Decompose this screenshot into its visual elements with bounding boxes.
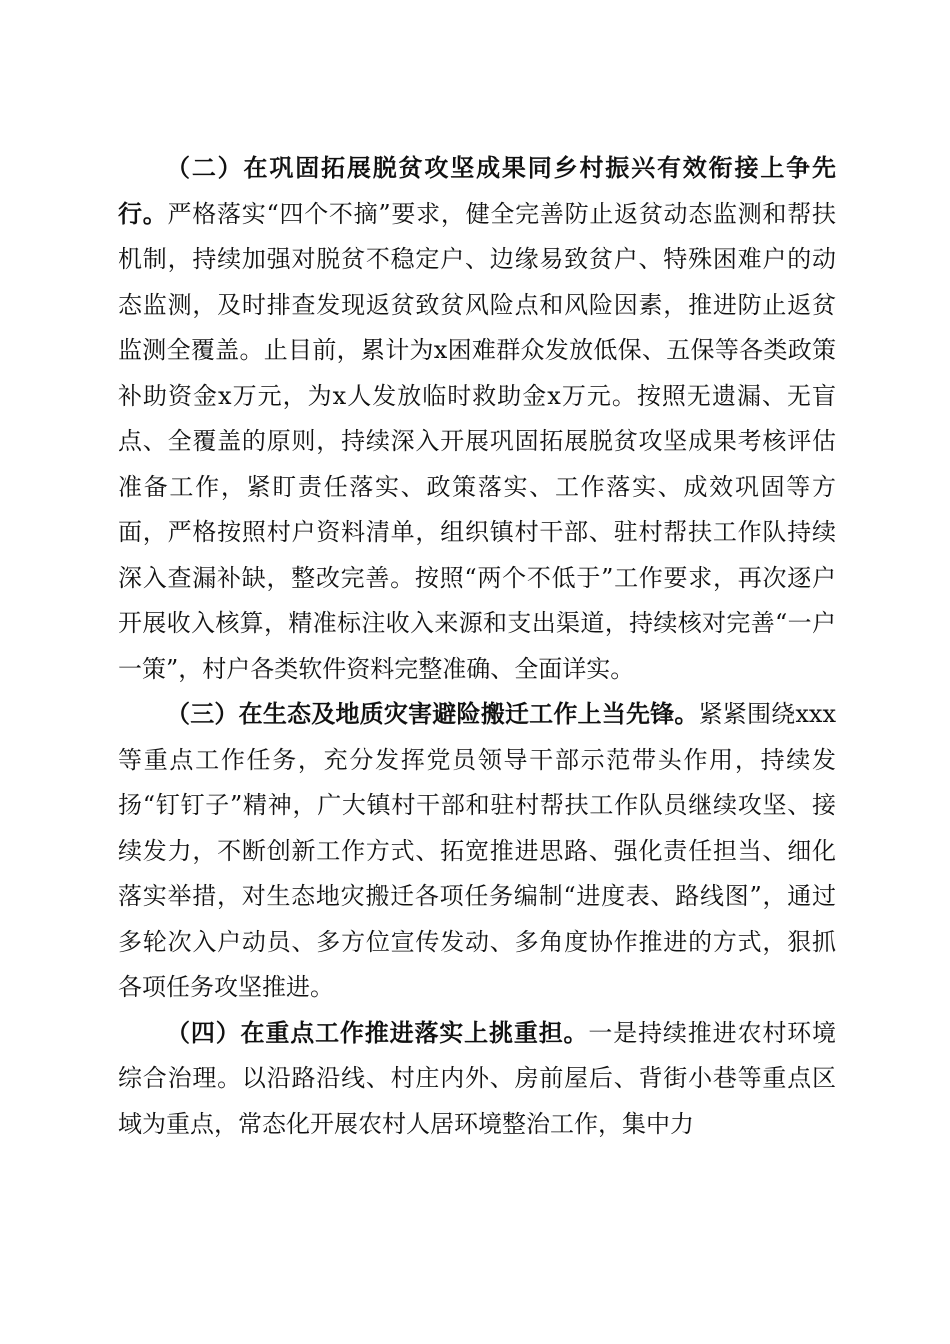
paragraph-heading: （三）在生态及地质灾害避险搬迁工作上当先锋。 <box>166 700 699 728</box>
paragraph-heading: （二）在巩固拓展脱贫攻坚成果同乡村振兴有效衔接上争先行。 <box>118 154 836 228</box>
paragraph-body: 紧紧围绕xxx等重点工作任务，充分发挥党员领导干部示范带头作用，持续发扬“钉钉子”精神，广大镇村干部和驻村帮扶工作队员继续攻坚、接续发力，不断创新工作方式、拓宽推进思路、强化责任担当、细化落实举措，对生态地灾搬迁各项任务编制“进度表、路线图”，通过多轮次入户动员、多方位宣传发动、多角度协作推进的方式，狠抓各项任务攻坚推进。 <box>118 700 836 1001</box>
paragraph-body: 严格落实“四个不摘”要求，健全完善防止返贫动态监测和帮扶机制，持续加强对脱贫不稳定户、边缘易致贫户、特殊困难户的动态监测，及时排查发现返贫致贫风险点和风险因素，推进防止返贫监测全覆盖。止目前，累计为x困难群众发放低保、五保等各类政策补助资金x万元，为x人发放临时救助金x万元。按照无遗漏、无盲点、全覆盖的原则，持续深入开展巩固拓展脱贫攻坚成果考核评估准备工作，紧盯责任落实、政策落实、工作落实、成效巩固等方面，严格按照村户资料清单，组织镇村干部、驻村帮扶工作队持续深入查漏补缺，整改完善。按照“两个不低于”工作要求，再次逐户开展收入核算，精准标注收入来源和支出渠道，持续核对完善“一户一策”，村户各类软件资料完整准确、全面详实。 <box>118 199 836 683</box>
paragraph-heading: （四）在重点工作推进落实上挑重担。 <box>166 1018 589 1047</box>
paragraph-consolidate-poverty-alleviation <box>118 146 836 692</box>
paragraph-body: 一是持续推进农村环境综合治理。以沿路沿线、村庄内外、房前屋后、背街小巷等重点区域为重点，常态化开展农村人居环境整治工作，集中力 <box>118 1018 837 1138</box>
document-body <box>118 146 836 1147</box>
paragraph-ecological-relocation <box>118 692 836 1011</box>
paragraph-key-work <box>118 1011 836 1148</box>
